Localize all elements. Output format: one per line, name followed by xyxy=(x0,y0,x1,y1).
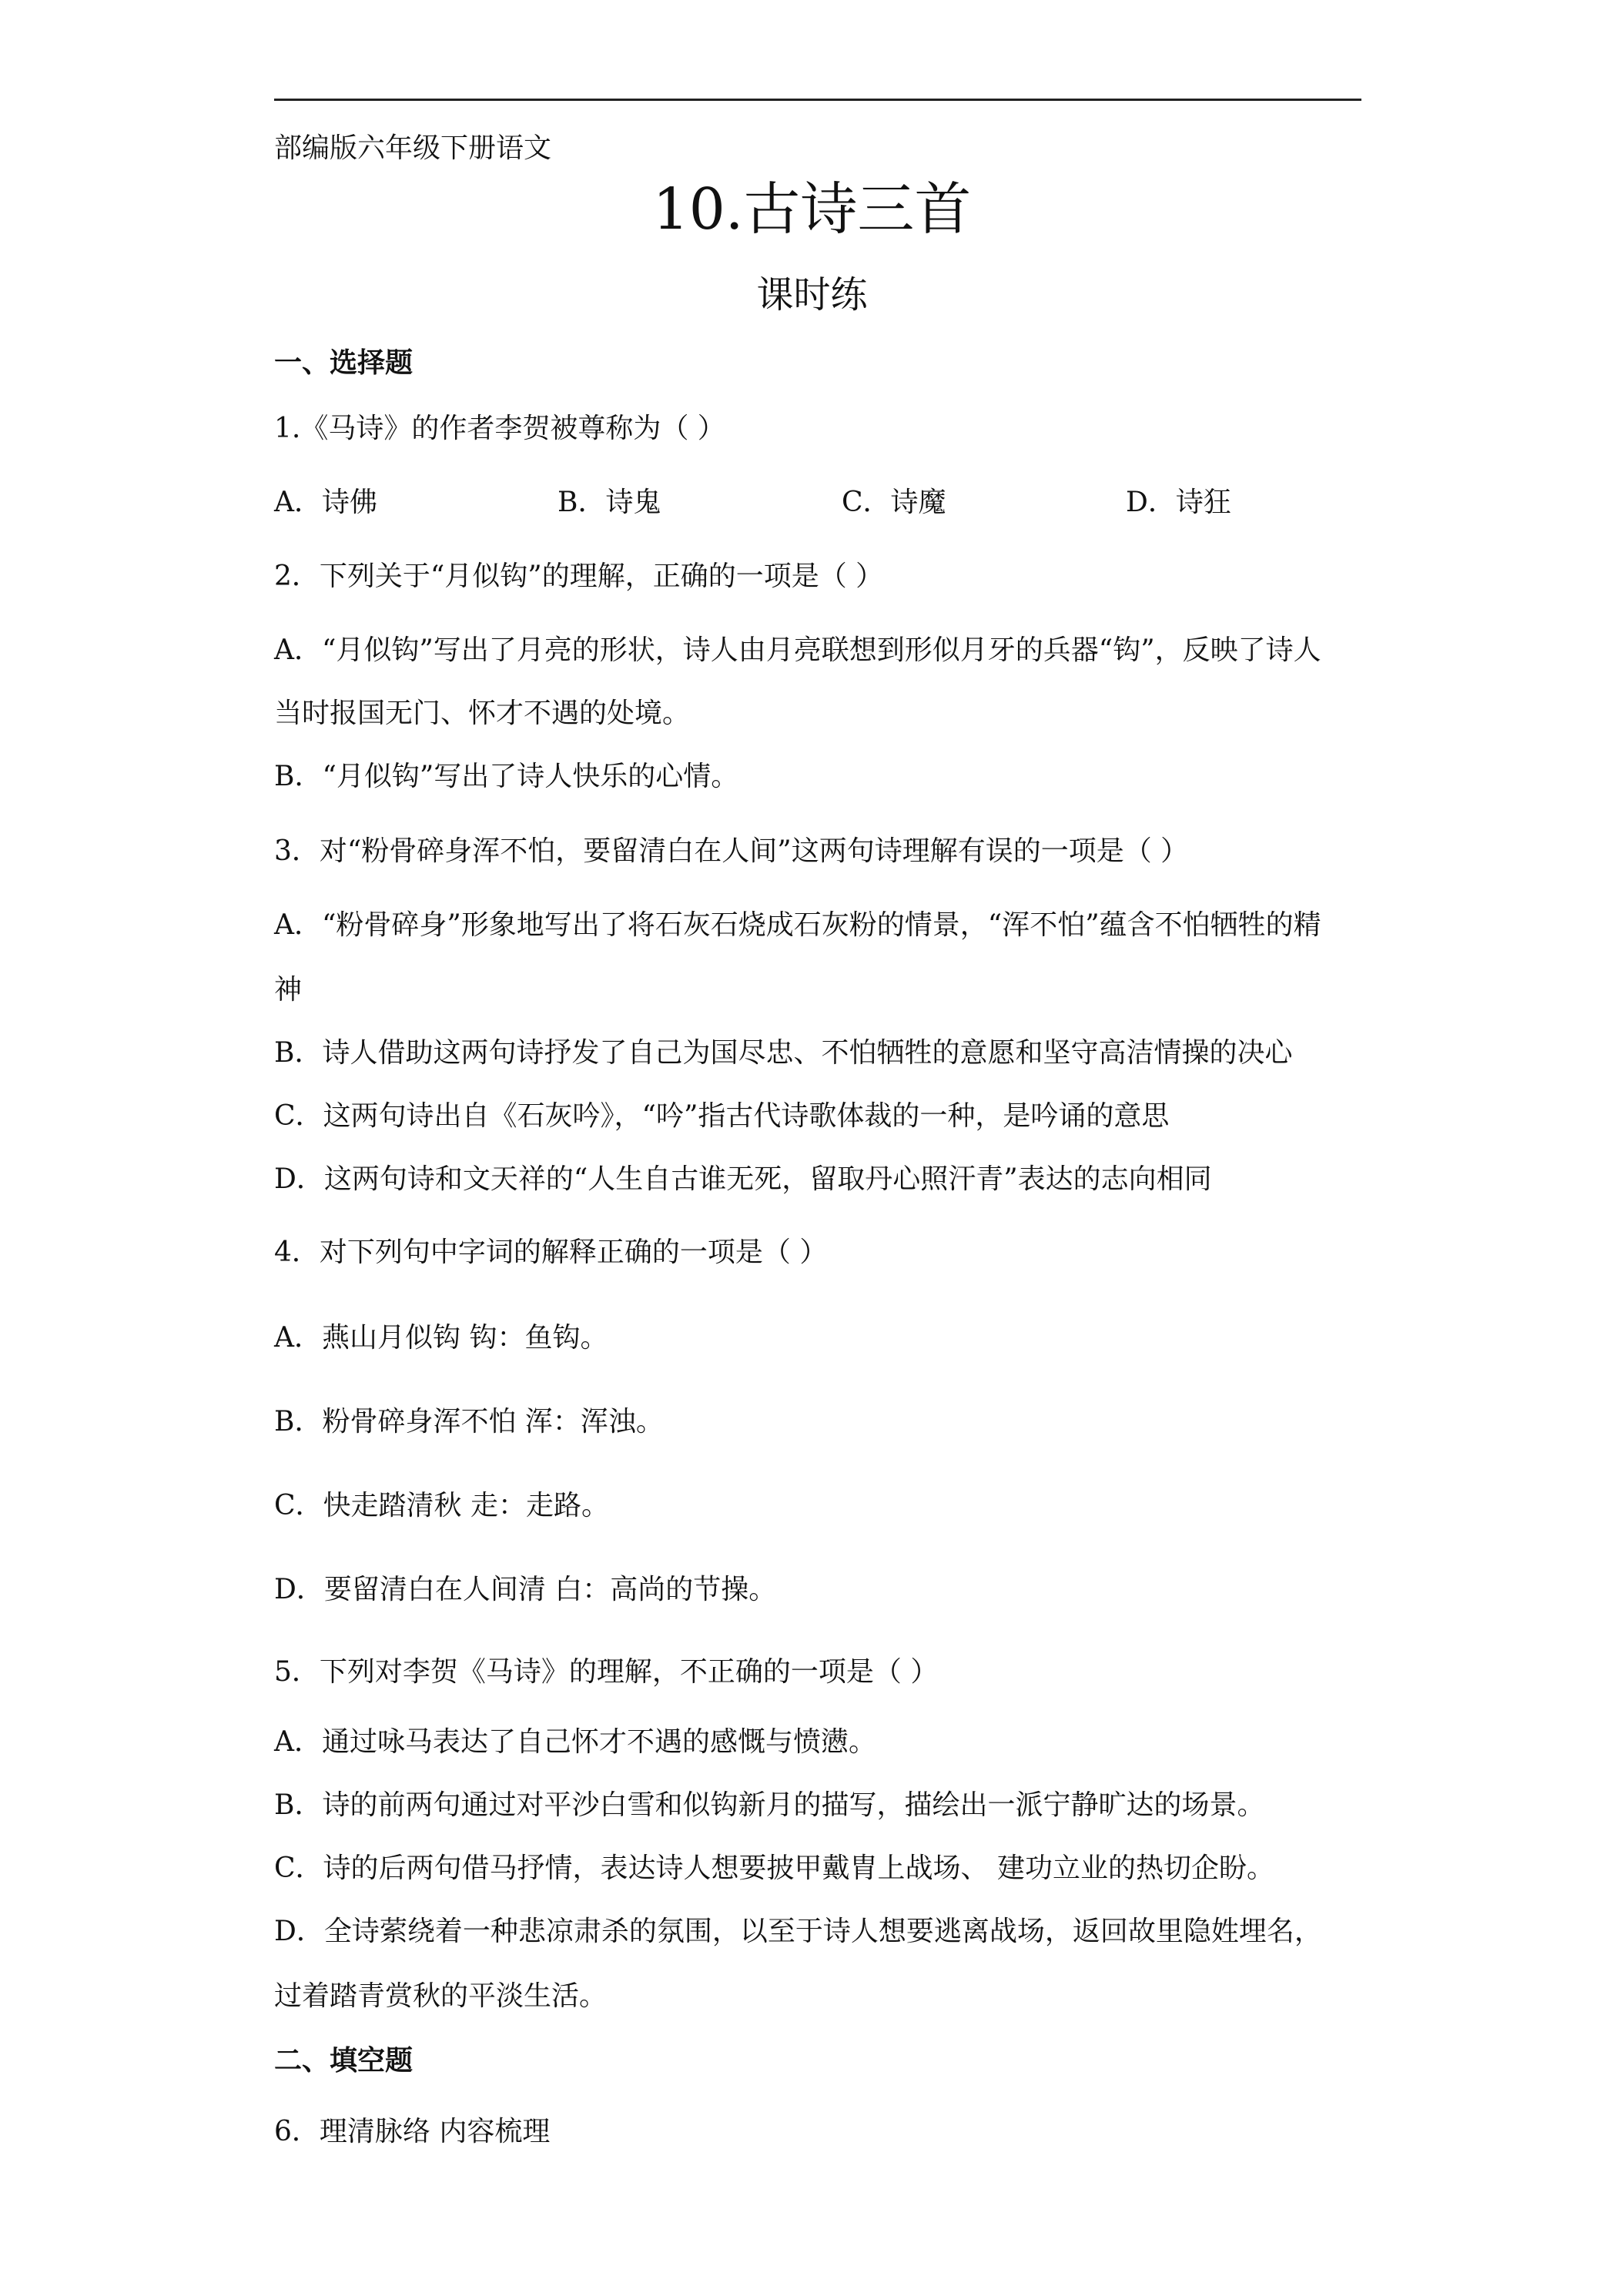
question-3-option-c: C．这两句诗出自《石灰吟》，“吟”指古代诗歌体裁的一种，是吟诵的意思 xyxy=(274,1100,1170,1132)
question-5-option-d-line1: D．全诗萦绕着一种悲凉肃杀的氛围，以至于诗人想要逃离战场，返回故里隐姓埋名， xyxy=(274,1916,1322,1947)
question-3-option-a-line1: A．“粉骨碎身”形象地写出了将石灰石烧成石灰粉的情景，“浑不怕”蕴含不怕牺牲的精 xyxy=(274,909,1321,941)
question-5-option-d-line2: 过着踏青赏秋的平淡生活。 xyxy=(274,1980,608,2012)
question-4-option-c: C．快走踏清秋 走：走路。 xyxy=(274,1490,609,1521)
page-subtitle: 课时练 xyxy=(756,273,868,316)
header-rule xyxy=(274,99,1361,101)
question-4-stem: 4．对下列句中字词的解释正确的一项是（ ） xyxy=(274,1237,828,1268)
question-1-stem: 1.《马诗》的作者李贺被尊称为（ ） xyxy=(274,413,725,444)
question-5-option-c: C．诗的后两句借马抒情，表达诗人想要披甲戴胄上战场、 建功立业的热切企盼。 xyxy=(274,1853,1274,1884)
page-title: 10.古诗三首 xyxy=(652,176,972,243)
question-3-option-d: D．这两句诗和文天祥的“人生自古谁无死，留取丹心照汗青”表达的志向相同 xyxy=(274,1163,1212,1195)
question-1-option-b: B．诗鬼 xyxy=(558,487,661,518)
question-2-option-b: B．“月似钩”写出了诗人快乐的心情。 xyxy=(274,761,739,792)
question-3-stem: 3．对“粉骨碎身浑不怕，要留清白在人间”这两句诗理解有误的一项是（ ） xyxy=(274,835,1189,867)
question-4-option-b: B．粉骨碎身浑不怕 浑：浑浊。 xyxy=(274,1406,664,1438)
question-1-option-d: D．诗狂 xyxy=(1126,487,1231,518)
question-4-option-d: D．要留清白在人间清 白：高尚的节操。 xyxy=(274,1574,777,1605)
question-3-option-a-line2: 神 xyxy=(274,974,303,1006)
question-1-option-c: C．诗魔 xyxy=(842,487,946,518)
question-5-option-a: A．通过咏马表达了自己怀才不遇的感慨与愤懑。 xyxy=(274,1726,876,1758)
section-heading-fill: 二、填空题 xyxy=(274,2044,414,2077)
question-2-option-a-line2: 当时报国无门、怀才不遇的处境。 xyxy=(274,698,691,729)
section-heading-choice: 一、选择题 xyxy=(274,346,414,379)
question-6-stem: 6．理清脉络 内容梳理 xyxy=(274,2116,551,2147)
question-4-option-a: A．燕山月似钩 钩：鱼钩。 xyxy=(274,1322,608,1354)
question-5-option-b: B．诗的前两句通过对平沙白雪和似钩新月的描写，描绘出一派宁静旷达的场景。 xyxy=(274,1789,1265,1821)
question-2-stem: 2．下列关于“月似钩”的理解，正确的一项是（ ） xyxy=(274,561,884,592)
question-5-stem: 5．下列对李贺《马诗》的理解，不正确的一项是（ ） xyxy=(274,1656,939,1688)
question-3-option-b: B．诗人借助这两句诗抒发了自己为国尽忠、不怕牺牲的意愿和坚守高洁情操的决心 xyxy=(274,1037,1293,1069)
question-1-option-a: A．诗佛 xyxy=(274,487,377,518)
page-header: 部编版六年级下册语文 xyxy=(274,132,552,164)
question-2-option-a-line1: A．“月似钩”写出了月亮的形状，诗人由月亮联想到形似月牙的兵器“钩”，反映了诗人 xyxy=(274,634,1321,666)
